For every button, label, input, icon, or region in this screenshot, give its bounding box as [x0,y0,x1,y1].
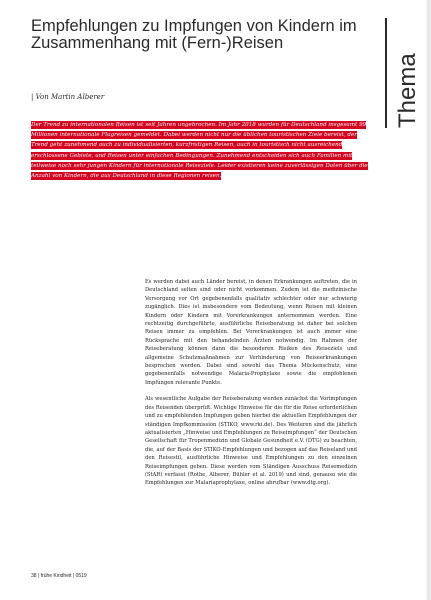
article-lead-text: Der Trend zu internationalen Reisen ist seit Jahren ungebrochen. Im Jahr 2018 wurden für Deutschland insgesamt 99 Millionen internationale Flugreisen gemeldet. Dabei werden nicht nur die üblichen touristischen Ziele bereist, der Trend geht zunehmend auch zu individualisierten, kurzfristigen Reisen, auch in touristisch nicht ausreichend erschlossene Gebiete, und Reisen unter einfachen Bedingungen. Zunehmend entscheiden sich auch Familien mit teilweise noch sehr jungen Kindern für internationale Reiseziele. Leider existieren keine zuverlässigen Daten über die Anzahl von Kindern, die aus Deutschland in diese Regionen reisen. [31,122,368,180]
article-lead [31,120,370,181]
page-footer: 38 | frühe Kindheit | 0519 [31,573,87,579]
article-byline: | Von Martin Alberer [31,93,105,101]
section-label-text: Thema [394,53,421,128]
body-paragraph: Es werden dabei auch Länder bereist, in denen Erkrankungen auftreten, die in Deutschland selten sind oder nicht vorkommen. Zudem ist die medizinische Versorgung vor Ort gegebenenfalls qualitativ schlechter oder nur schwierig zugänglich. Dies ist insbesondere vom Bedeutung, wenn Reisen mit kleinen Kindern oder Kindern mit Vorerkrankungen unternommen werden. Eine rechtzeitig durchgeführte, ausführliche Reiseberatung ist daher bei solchen Reisen immer zu empfehlen. Bei Vorerkrankungen ist auch immer eine Rücksprache mit den behandelnden Ärzten notwendig. Im Rahmen der Reiseberatung können dann die besonderen Risiken des Reiseziels und allgemeine Schutzmaßnahmen zur Verhinderung von Reiseerkrankungen besprochen werden. Dabei sind sowohl das Thema Mückenschutz, eine gegebenenfalls notwendige Malaria-Prophylaxe sowie die empfohlenen Impfungen relevante Punkte. [145,279,357,386]
section-label-bar [385,18,387,128]
section-label [385,18,425,128]
body-column [145,278,357,496]
body-paragraph: Als wesentliche Aufgabe der Reiseberatung werden zunächst die Vorimpfungen des Reisenden überprüft. Wichtige Hinweise für die für die Reise erforderlichen und zu empfehlenden Impfungen geben hierbei die aktuellen Empfehlungen der ständigen Impfkommission (STIKO, www.rki.de). Des Weiteren sind die jährlich aktualisierten „Hinweise und Empfehlungen zu Reiseimpfungen“ der Deutschen Gesellschaft für Tropenmedizin und Globale Gesundheit e.V. (DTG) zu beachten, die, auf der Basis der STIKO-Empfehlungen und bezogen auf das Reiseland und den Reisestil, ausführliche Hinweise und Empfehlungen zu den einzelnen Reiseimpfungen geben. Diese werden vom Ständigen Ausschuss Reisemedizin (StAR) verfasst (Rothe, Alberer, Bühler et al. 2019) und sind, genauso wie die Empfehlungen zur Malariaprophylaxe, online abrufbar (www.dtg.org). [145,396,357,487]
article-title: Empfehlungen zu Impfungen von Kindern im Zusammenhang mit (Fern-)Reisen [31,17,357,52]
